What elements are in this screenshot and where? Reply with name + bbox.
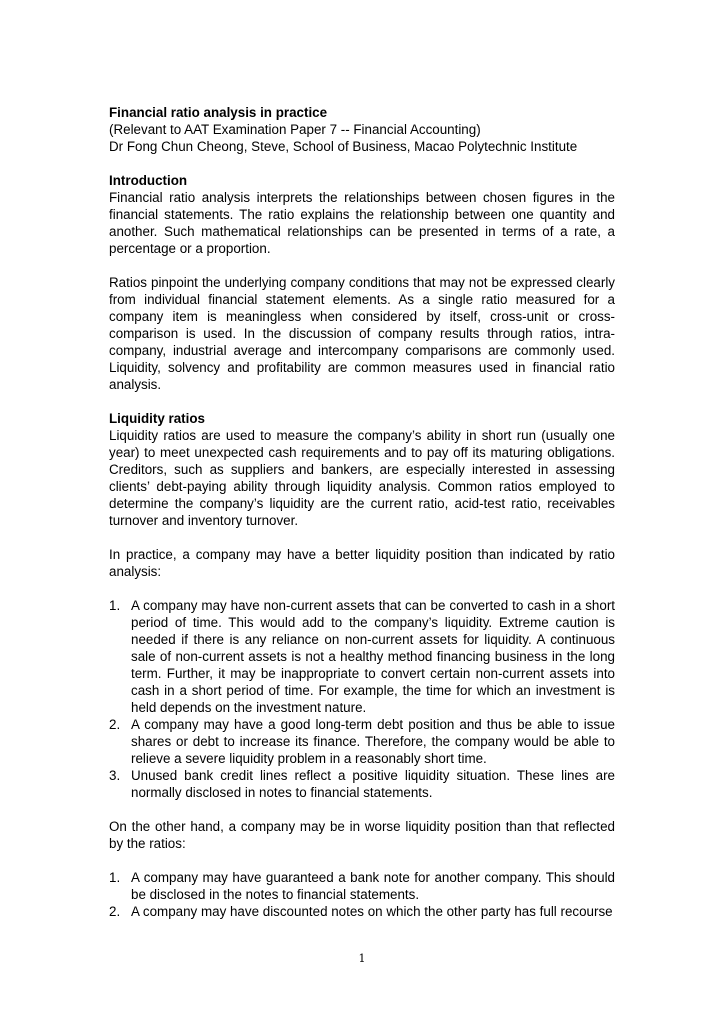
liquidity-paragraph-3: On the other hand, a company may be in worse liquidity position than that reflected by the ratios: — [109, 819, 615, 851]
list-item-text: Unused bank credit lines reflect a positive liquidity situation. These lines are normally disclosed in notes to financial statements. — [131, 768, 615, 800]
list-item-number: 1. — [109, 598, 121, 613]
list-item — [109, 597, 615, 716]
page-number: 1 — [358, 952, 366, 965]
list-item — [109, 903, 615, 920]
list-item — [109, 869, 615, 903]
liquidity-paragraph-2: In practice, a company may have a better liquidity position than indicated by ratio analysis: — [109, 547, 615, 579]
list-item-number: 1. — [109, 870, 121, 885]
introduction-paragraph-1: Financial ratio analysis interprets the relationships between chosen figures in the financial statements. The ratio explains the relationship between one quantity and another. Such mathematical relationships can be presented in terms of a rate, a percentage or a proportion. — [109, 190, 615, 256]
worse-liquidity-list — [109, 869, 615, 920]
list-item-number: 2. — [109, 904, 121, 919]
document-title: Financial ratio analysis in practice — [109, 105, 328, 120]
introduction-heading: Introduction — [109, 173, 188, 188]
page-content — [109, 104, 615, 920]
better-liquidity-list — [109, 597, 615, 801]
liquidity-paragraph-1: Liquidity ratios are used to measure the company’s ability in short run (usually one year) to meet unexpected cash requirements and to pay off its maturing obligations. Creditors, such as suppliers and bankers, are especially interested in assessing clients’ debt-paying ability through liquidity analysis. Common ratios employed to determine the company’s liquidity are the current ratio, acid-test ratio, receivables turnover and inventory turnover. — [109, 428, 615, 528]
document-subtitle: (Relevant to AAT Examination Paper 7 -- Financial Accounting) — [109, 122, 481, 137]
list-item-number: 3. — [109, 768, 121, 783]
liquidity-heading: Liquidity ratios — [109, 411, 205, 426]
list-item — [109, 767, 615, 801]
list-item-text: A company may have non-current assets that can be converted to cash in a short period of time. This would add to the company’s liquidity. Extreme caution is needed if there is any reliance on non-current assets for liquidity. A continuous sale of non-current assets is not a healthy method financing business in the long term. Further, it may be inappropriate to convert certain non-current assets into cash in a short period of time. For example, the time for which an investment is held depends on the investment nature. — [131, 598, 615, 715]
list-item-text: A company may have a good long-term debt position and thus be able to issue shares or debt to increase its finance. Therefore, the company would be able to relieve a severe liquidity problem in a reasonably short time. — [131, 717, 615, 766]
list-item — [109, 716, 615, 767]
list-item-number: 2. — [109, 717, 121, 732]
introduction-paragraph-2: Ratios pinpoint the underlying company conditions that may not be expressed clearly from individual financial statement elements. As a single ratio measured for a company item is meaningless when considered by itself, cross-unit or cross-comparison is used. In the discussion of company results through ratios, intra-company, industrial average and intercompany comparisons are commonly used. Liquidity, solvency and profitability are common measures used in financial ratio analysis. — [109, 275, 615, 392]
list-item-text: A company may have guaranteed a bank note for another company. This should be disclosed in the notes to financial statements. — [131, 870, 615, 902]
document-author: Dr Fong Chun Cheong, Steve, School of Business, Macao Polytechnic Institute — [109, 139, 578, 154]
list-item-text: A company may have discounted notes on which the other party has full recourse — [131, 904, 613, 919]
